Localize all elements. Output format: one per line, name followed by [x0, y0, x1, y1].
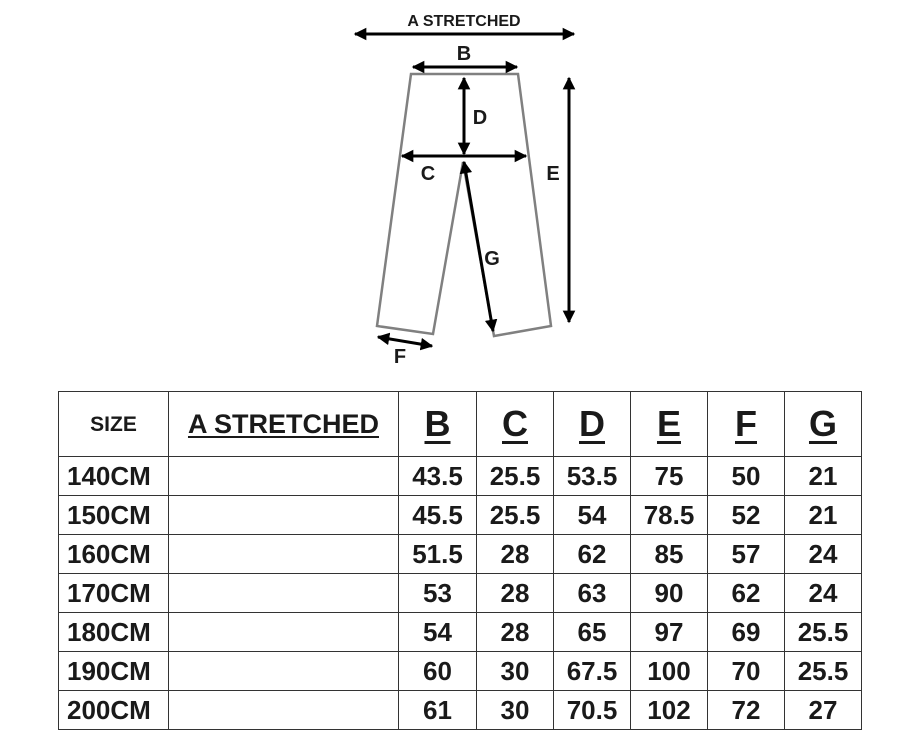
table-row — [59, 691, 862, 730]
f-cell: 52 — [708, 496, 785, 535]
c-cell: 30 — [477, 652, 554, 691]
d-cell: 67.5 — [554, 652, 631, 691]
g-cell: 25.5 — [785, 613, 862, 652]
c-cell: 25.5 — [477, 496, 554, 535]
arrow-f — [378, 337, 432, 346]
table-row — [59, 613, 862, 652]
label-b: B — [456, 43, 472, 65]
header-d: D — [554, 392, 631, 457]
a-stretched-cell — [169, 535, 399, 574]
f-cell: 62 — [708, 574, 785, 613]
c-cell: 28 — [477, 613, 554, 652]
header-e: E — [631, 392, 708, 457]
b-cell: 43.5 — [399, 457, 477, 496]
arrow-g — [464, 162, 493, 331]
e-cell: 97 — [631, 613, 708, 652]
header-b: B — [399, 392, 477, 457]
g-cell: 25.5 — [785, 652, 862, 691]
f-cell: 57 — [708, 535, 785, 574]
label-d: D — [472, 107, 488, 129]
e-cell: 78.5 — [631, 496, 708, 535]
e-cell: 85 — [631, 535, 708, 574]
d-cell: 62 — [554, 535, 631, 574]
size-cell: 150CM — [59, 496, 169, 535]
label-g: G — [484, 248, 500, 270]
label-a: A STRETCHED — [407, 13, 521, 30]
c-cell: 28 — [477, 574, 554, 613]
g-cell: 27 — [785, 691, 862, 730]
d-cell: 54 — [554, 496, 631, 535]
table-row — [59, 652, 862, 691]
f-cell: 70 — [708, 652, 785, 691]
size-chart-table — [58, 391, 862, 730]
e-cell: 102 — [631, 691, 708, 730]
table-header-row — [59, 392, 862, 457]
size-cell: 170CM — [59, 574, 169, 613]
e-cell: 100 — [631, 652, 708, 691]
b-cell: 54 — [399, 613, 477, 652]
c-cell: 28 — [477, 535, 554, 574]
size-cell: 190CM — [59, 652, 169, 691]
table-row — [59, 574, 862, 613]
b-cell: 51.5 — [399, 535, 477, 574]
a-stretched-cell — [169, 613, 399, 652]
a-stretched-cell — [169, 457, 399, 496]
header-c: C — [477, 392, 554, 457]
d-cell: 70.5 — [554, 691, 631, 730]
g-cell: 21 — [785, 496, 862, 535]
b-cell: 61 — [399, 691, 477, 730]
label-f: F — [393, 346, 407, 368]
b-cell: 45.5 — [399, 496, 477, 535]
header-size: SIZE — [59, 392, 169, 457]
g-cell: 24 — [785, 535, 862, 574]
a-stretched-cell — [169, 496, 399, 535]
size-cell: 200CM — [59, 691, 169, 730]
c-cell: 30 — [477, 691, 554, 730]
g-cell: 24 — [785, 574, 862, 613]
table-row — [59, 535, 862, 574]
label-e: E — [546, 163, 560, 185]
c-cell: 25.5 — [477, 457, 554, 496]
a-stretched-cell — [169, 691, 399, 730]
header-f: F — [708, 392, 785, 457]
label-c: C — [420, 163, 436, 185]
d-cell: 53.5 — [554, 457, 631, 496]
f-cell: 69 — [708, 613, 785, 652]
e-cell: 75 — [631, 457, 708, 496]
a-stretched-cell — [169, 574, 399, 613]
table-row — [59, 496, 862, 535]
header-a-stretched: A STRETCHED — [169, 392, 399, 457]
g-cell: 21 — [785, 457, 862, 496]
d-cell: 65 — [554, 613, 631, 652]
size-cell: 140CM — [59, 457, 169, 496]
header-g: G — [785, 392, 862, 457]
f-cell: 50 — [708, 457, 785, 496]
b-cell: 53 — [399, 574, 477, 613]
size-cell: 180CM — [59, 613, 169, 652]
a-stretched-cell — [169, 652, 399, 691]
d-cell: 63 — [554, 574, 631, 613]
size-cell: 160CM — [59, 535, 169, 574]
table-row — [59, 457, 862, 496]
e-cell: 90 — [631, 574, 708, 613]
f-cell: 72 — [708, 691, 785, 730]
b-cell: 60 — [399, 652, 477, 691]
